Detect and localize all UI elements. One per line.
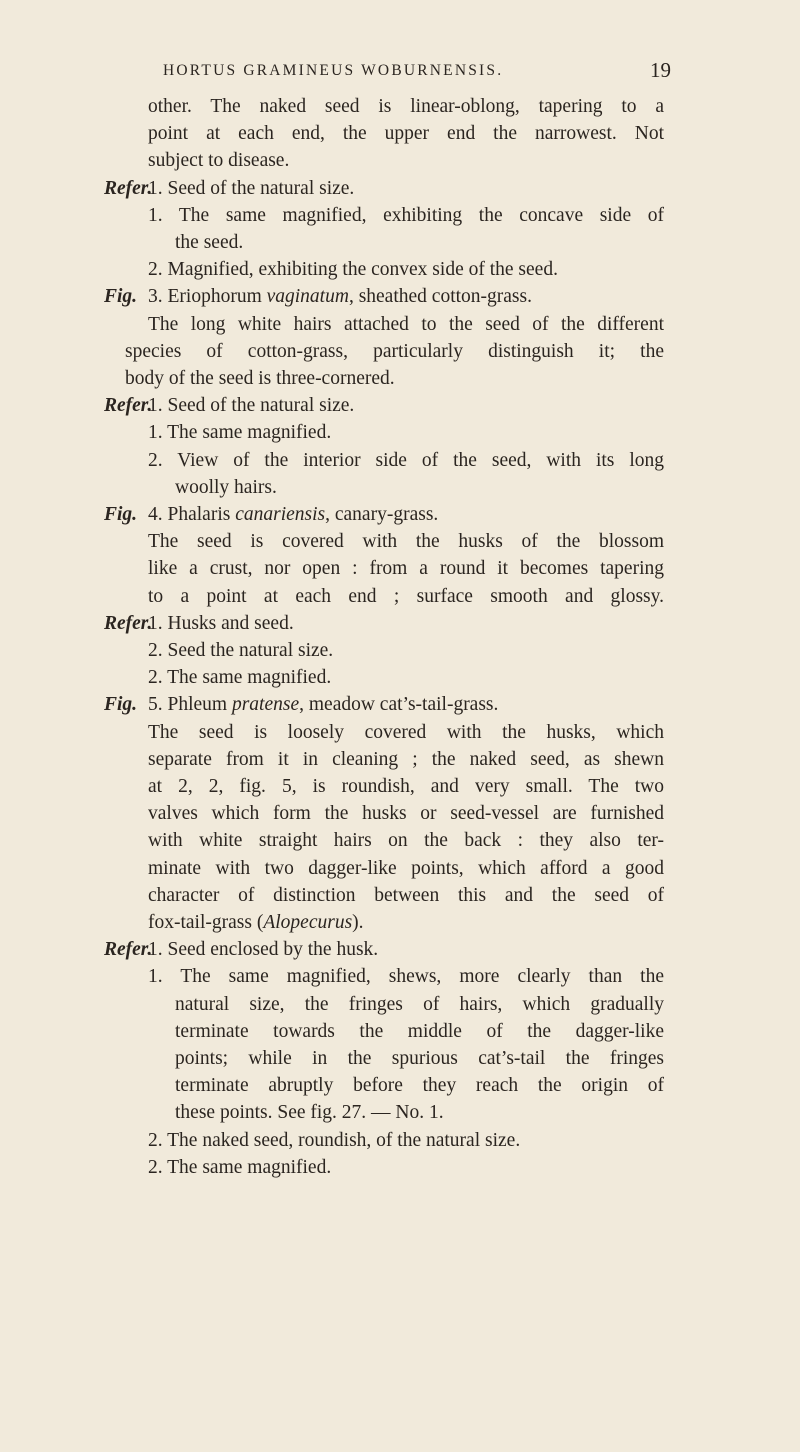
reference-label: Refer. (104, 177, 153, 199)
text-line (0, 692, 800, 718)
text-line (0, 720, 800, 746)
reference-label: Fig. (104, 694, 138, 716)
line-text (148, 148, 289, 174)
line-text (148, 94, 664, 120)
line-text (148, 828, 664, 854)
text-segment: terminate towards the middle of the dagger-like (175, 1020, 664, 1042)
reference-label: Refer. (104, 395, 153, 417)
text-segment: valves which form the husks or seed-vessel are furnished (148, 803, 664, 825)
text-segment: 1. Seed of the natural size. (148, 177, 355, 199)
line-text (125, 366, 395, 392)
text-segment: with white straight hairs on the back : they also ter- (148, 830, 664, 852)
text-line (0, 203, 800, 229)
text-line (0, 366, 800, 392)
text-line (0, 774, 800, 800)
line-text (175, 1073, 664, 1099)
line-text (175, 1046, 664, 1072)
text-segment: fox-tail-grass ( (148, 912, 264, 933)
line-text (148, 638, 333, 664)
text-segment: , sheathed cotton-grass. (348, 286, 532, 308)
line-text (148, 964, 664, 990)
text-line (0, 1073, 800, 1099)
line-text (148, 937, 378, 963)
text-segment: 2. The same magnified. (148, 667, 332, 689)
text-segment: to a point at each end ; surface smooth and glossy. (148, 585, 664, 607)
line-text (148, 856, 664, 882)
running-title: HORTUS GRAMINEUS WOBURNENSIS. (163, 62, 504, 79)
reference-label: Refer. (104, 939, 153, 961)
text-line (0, 448, 800, 474)
text-line (0, 992, 800, 1018)
italic-term: pratense (231, 694, 300, 716)
text-segment: 1. Husks and seed. (148, 612, 294, 634)
text-line (0, 910, 800, 936)
line-text (148, 121, 664, 147)
line-text (148, 801, 664, 827)
text-segment: The long white hairs attached to the seed of the different (148, 313, 664, 335)
text-segment: 1. The same magnified, exhibiting the concave side of (148, 204, 664, 226)
line-text (125, 339, 664, 365)
text-line (0, 556, 800, 582)
text-segment: ). (352, 912, 364, 933)
text-line (0, 747, 800, 773)
line-text (148, 665, 331, 691)
text-segment: , meadow cat’s-tail-grass. (299, 694, 499, 716)
reference-label: Fig. (104, 504, 138, 525)
text-line (0, 312, 800, 338)
line-text (148, 584, 664, 610)
text-line (0, 284, 800, 310)
text-segment: 1. Seed enclosed by the husk. (148, 939, 379, 961)
line-text (148, 420, 331, 446)
line-text (148, 312, 664, 338)
text-line (0, 1100, 800, 1126)
text-segment: woolly hairs. (175, 476, 277, 498)
text-segment: these points. See fig. 27. — No. 1. (175, 1102, 444, 1124)
text-segment: 5. Phleum (148, 694, 232, 716)
text-segment: point at each end, the upper end the narrowest. Not (148, 123, 664, 145)
italic-term: canariensis (235, 504, 326, 525)
line-text (148, 611, 294, 637)
text-line (0, 1019, 800, 1045)
line-text (148, 720, 664, 746)
text-line (0, 420, 800, 446)
italic-term: vaginatum (266, 286, 349, 308)
text-line (0, 230, 800, 256)
text-segment: 4. Phalaris (148, 504, 236, 525)
text-segment: The seed is loosely covered with the husks, which (148, 721, 664, 743)
line-text (148, 502, 438, 528)
line-text (148, 529, 664, 555)
line-text (148, 556, 664, 582)
line-text (148, 692, 498, 718)
text-segment: 3. Eriophorum (148, 286, 267, 308)
text-segment: 2. The same magnified. (148, 1156, 332, 1178)
text-line (0, 611, 800, 637)
italic-term: Alopecurus (263, 912, 353, 933)
line-text (148, 284, 532, 310)
text-segment: 2. Magnified, exhibiting the convex side of the seed. (148, 259, 558, 281)
text-segment: terminate abruptly before they reach the origin of (175, 1075, 664, 1097)
reference-label: Fig. (104, 286, 138, 308)
text-segment: body of the seed is three-cornered. (125, 368, 395, 389)
text-segment: species of cotton-grass, particularly distinguish it; the (125, 340, 664, 362)
text-segment: 1. Seed of the natural size. (148, 395, 355, 417)
line-text (175, 475, 277, 501)
text-segment: like a crust, nor open : from a round it becomes tapering (148, 558, 664, 580)
text-line (0, 94, 800, 120)
text-line (0, 529, 800, 555)
line-text (148, 1128, 520, 1154)
text-line (0, 393, 800, 419)
text-line (0, 665, 800, 691)
text-line (0, 148, 800, 174)
text-line (0, 883, 800, 909)
line-text (148, 1155, 331, 1181)
line-text (148, 747, 664, 773)
text-line (0, 257, 800, 283)
text-segment: subject to disease. (148, 150, 290, 172)
reference-label: Refer. (104, 612, 153, 634)
text-line (0, 828, 800, 854)
line-text (175, 1100, 444, 1126)
text-line (0, 475, 800, 501)
text-segment: character of distinction between this and the seed of (148, 884, 664, 906)
text-line (0, 801, 800, 827)
text-line (0, 964, 800, 990)
text-line (0, 1046, 800, 1072)
text-segment: the seed. (175, 232, 244, 253)
line-text (148, 883, 664, 909)
text-segment: other. The naked seed is linear-oblong, tapering to a (148, 96, 664, 117)
line-text (148, 910, 364, 936)
line-text (175, 230, 243, 256)
text-line (0, 121, 800, 147)
text-line (0, 502, 800, 528)
text-segment: separate from it in cleaning ; the naked seed, as shewn (148, 748, 664, 770)
text-line (0, 1155, 800, 1181)
text-line (0, 937, 800, 963)
text-line (0, 1128, 800, 1154)
line-text (148, 176, 354, 202)
line-text (148, 203, 664, 229)
text-line (0, 584, 800, 610)
text-segment: 1. The same magnified. (148, 422, 332, 444)
text-line (0, 339, 800, 365)
text-line (0, 638, 800, 664)
text-segment: 2. The naked seed, roundish, of the natural size. (148, 1129, 521, 1151)
line-text (148, 257, 558, 283)
line-text (148, 448, 664, 474)
text-line (0, 856, 800, 882)
text-segment: 2. View of the interior side of the seed, with its long (148, 449, 664, 471)
line-text (175, 992, 664, 1018)
line-text (175, 1019, 664, 1045)
line-text (148, 774, 664, 800)
line-text (148, 393, 354, 419)
text-segment: , canary-grass. (325, 504, 439, 525)
text-segment: natural size, the fringes of hairs, which gradually (175, 993, 664, 1015)
page-number: 19 (650, 58, 671, 82)
text-segment: minate with two dagger-like points, which afford a good (148, 857, 664, 879)
text-segment: 1. The same magnified, shews, more clearly than the (148, 966, 664, 988)
text-line (0, 176, 800, 202)
text-segment: points; while in the spurious cat’s-tail the fringes (175, 1048, 664, 1069)
text-segment: The seed is covered with the husks of the blossom (148, 531, 664, 553)
text-segment: at 2, 2, fig. 5, is roundish, and very small. The two (148, 776, 664, 797)
text-segment: 2. Seed the natural size. (148, 640, 334, 661)
